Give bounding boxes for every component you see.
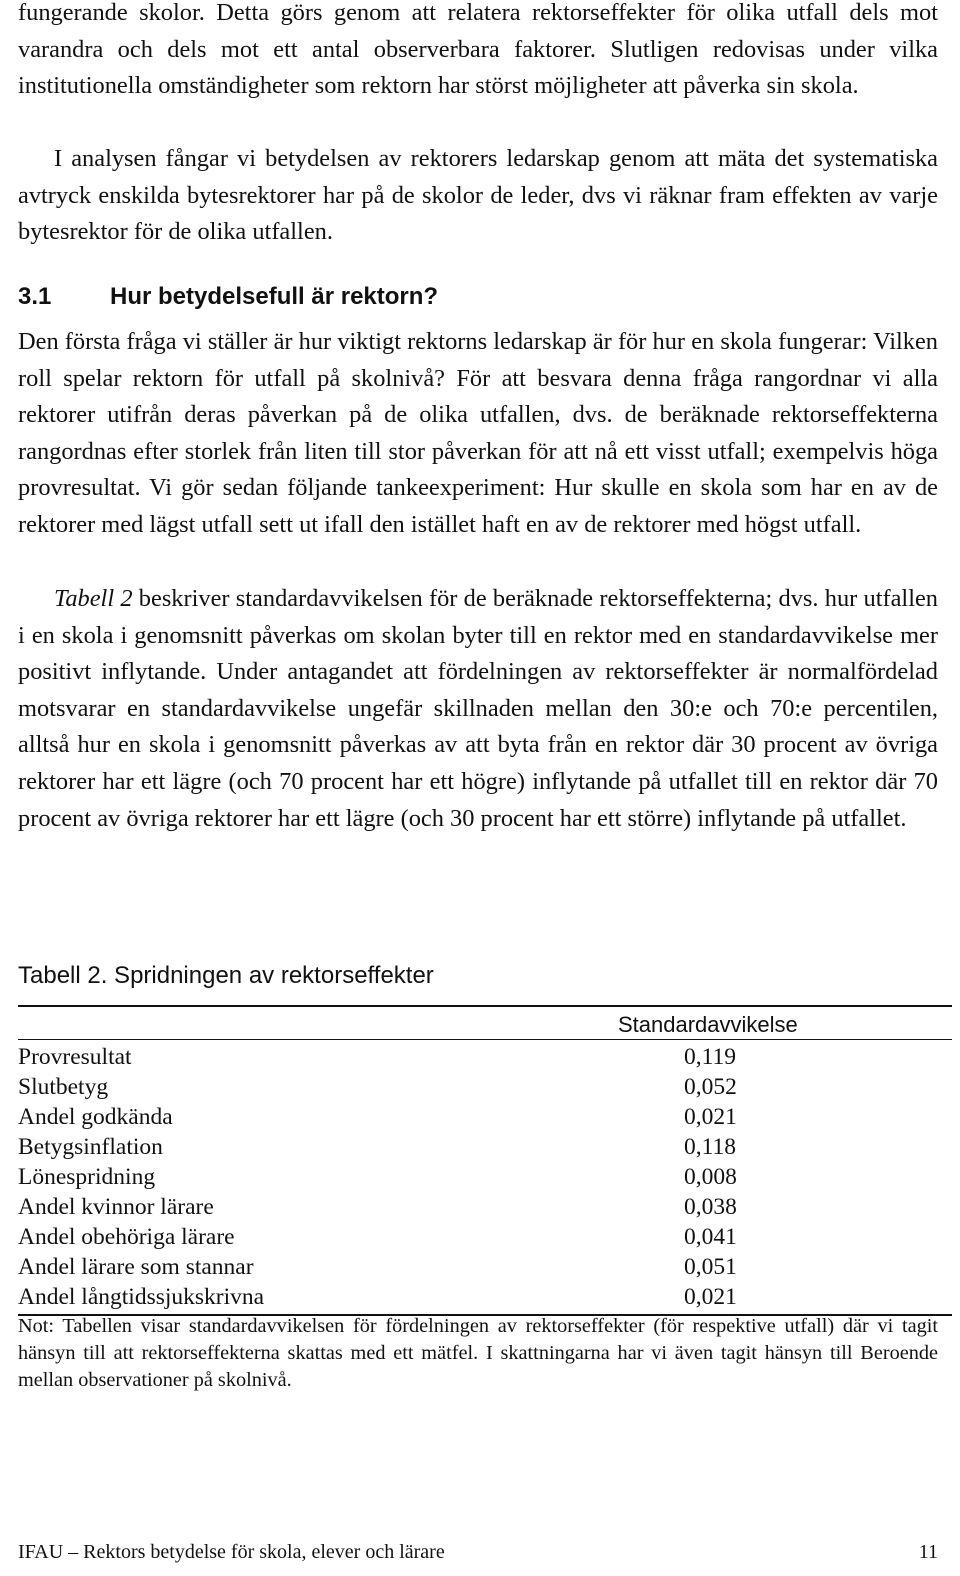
table-row [18, 1072, 952, 1102]
row-label: Andel lärare som stannar [18, 1254, 254, 1280]
table-row [18, 1282, 952, 1312]
row-value: 0,021 [684, 1104, 737, 1130]
row-label: Andel långtidssjukskrivna [18, 1284, 265, 1310]
table-note: Not: Tabellen visar standardavvikelsen för fördelningen av rektorseffekter (för respektive utfall) där vi tagit hänsyn till att rektorseffekterna skattas med ett mätfel. I skattningarna har vi även tagit hänsyn till Beroende mellan observationer på skolnivå. [18, 1315, 938, 1391]
section-paragraph-2-text: beskriver standardavvikelsen för de beräknade rektorseffekterna; dvs. hur utfallen i en skola i genomsnitt påverkas om skolan byter till en rektor med en standardavvikelse mer positivt inflytande. Under antagandet att fördelningen av rektorseffekter är normalfördelad motsvarar en standardavvikelse ungefär skillnaden mellan den 30:e och 70:e percentilen, alltså hur en skola i genomsnitt påverkas av att byta från en rektor där 30 procent av övriga rektorer har ett lägre (och 70 procent har ett högre) inflytande på utfallet till en rektor där 70 procent av övriga rektorer har ett lägre (och 30 procent har ett större) inflytande på utfallet. [18, 585, 938, 832]
section-paragraph-2 [18, 581, 938, 837]
table-caption: Tabell 2. Spridningen av rektorseffekter [18, 962, 434, 989]
row-label: Lönespridning [18, 1164, 156, 1190]
table-header [18, 1007, 952, 1039]
table-row [18, 1042, 952, 1072]
row-value: 0,051 [684, 1254, 737, 1280]
section-number: 3.1 [18, 283, 52, 310]
section-title: Hur betydelsefull är rektorn? [110, 283, 439, 310]
body-paragraph-2: I analysen fångar vi betydelsen av rektorers ledarskap genom att mäta det systematiska avtryck enskilda bytesrektorer har på de skolor de leder, dvs vi räknar fram effekten av varje bytesrektor för de olika utfallen. [18, 145, 938, 246]
row-value: 0,021 [684, 1284, 737, 1310]
table-row [18, 1162, 952, 1192]
table-row [18, 1102, 952, 1132]
row-label: Andel godkända [18, 1104, 173, 1130]
row-value: 0,119 [684, 1044, 737, 1070]
row-value: 0,052 [684, 1074, 737, 1100]
page-number: 11 [918, 1541, 938, 1563]
data-table [18, 1005, 952, 1316]
row-value: 0,008 [684, 1164, 737, 1190]
row-value: 0,041 [684, 1224, 737, 1250]
table-row [18, 1192, 952, 1222]
row-label: Andel obehöriga lärare [18, 1224, 235, 1250]
table-row [18, 1132, 952, 1162]
row-value: 0,118 [684, 1134, 737, 1160]
row-label: Betygsinflation [18, 1134, 163, 1160]
table-reference: Tabell 2 [54, 585, 133, 612]
row-label: Provresultat [18, 1044, 132, 1070]
section-heading [18, 279, 438, 315]
body-paragraph-1: fungerande skolor. Detta görs genom att relatera rektorseffekter för olika utfall dels mot varandra och dels mot ett antal observerbara faktorer. Slutligen redovisas under vilka institutionella omständigheter som rektorn har störst möjligheter att påverka sin skola. [18, 0, 938, 100]
section-paragraph-1: Den första fråga vi ställer är hur viktigt rektorns ledarskap är för hur en skola fungerar: Vilken roll spelar rektorn för utfall på skolnivå? För att besvara denna fråga rangordnar vi alla rektorer utifrån deras påverkan på de olika utfallen, dvs. de beräknade rektorseffekterna rangordnas efter storlek från liten till stor påverkan för att nå ett visst utfall; exempelvis höga provresultat. Vi gör sedan följande tankeexperiment: Hur skulle en skola som har en av de rektorer med lägst utfall sett ut ifall den istället haft en av de rektorer med högst utfall. [18, 328, 938, 538]
column-header: Standardavvikelse [618, 1012, 798, 1037]
row-label: Andel kvinnor lärare [18, 1194, 214, 1220]
row-label: Slutbetyg [18, 1074, 109, 1100]
row-value: 0,038 [684, 1194, 737, 1220]
table-body [18, 1040, 952, 1314]
table-row [18, 1252, 952, 1282]
footer-title: IFAU – Rektors betydelse för skola, elever och lärare [18, 1541, 445, 1563]
table-row [18, 1222, 952, 1252]
